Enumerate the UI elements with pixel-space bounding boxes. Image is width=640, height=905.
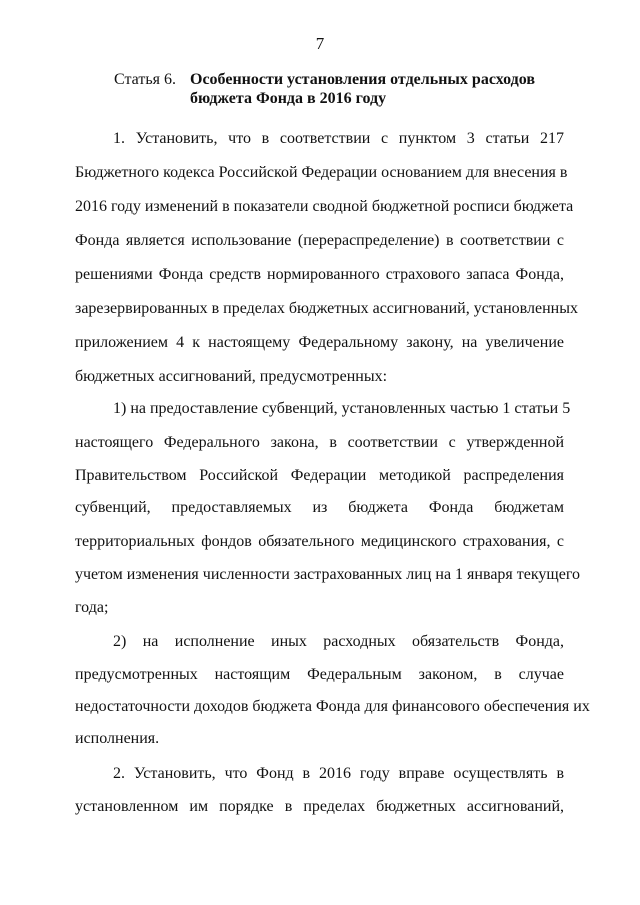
- text-line: приложением 4 к настоящему Федеральному закону, на увеличение: [75, 334, 564, 351]
- text-line: Правительством Российской Федерации методикой распределения: [75, 467, 564, 484]
- text-line: 2) на исполнение иных расходных обязательств Фонда,: [113, 633, 564, 650]
- page-number: 7: [315, 34, 325, 53]
- text-line: бюджетных ассигнований, предусмотренных:: [75, 368, 388, 385]
- text-line: зарезервированных в пределах бюджетных ассигнований, установленных: [75, 300, 578, 317]
- text-line: исполнения.: [75, 730, 160, 747]
- text-line: недостаточности доходов бюджета Фонда для финансового обеспечения их: [75, 698, 590, 715]
- article-title: [190, 70, 580, 108]
- text-line: установленном им порядке в пределах бюджетных ассигнований,: [75, 798, 564, 815]
- text-line: 1. Установить, что в соответствии с пунктом 3 статьи 217: [113, 130, 564, 147]
- text-line: настоящего Федерального закона, в соответствии с утвержденной: [75, 434, 564, 451]
- text-line: Бюджетного кодекса Российской Федерации основанием для внесения в: [75, 164, 568, 181]
- text-line: решениями Фонда средств нормированного страхового запаса Фонда,: [75, 266, 564, 283]
- text-line: территориальных фондов обязательного медицинского страхования, с: [75, 533, 564, 550]
- text-line: 1) на предоставление субвенций, установленных частью 1 статьи 5: [113, 400, 571, 417]
- article-title-line-1: Особенности установления отдельных расходов: [190, 71, 535, 88]
- text-line: года;: [75, 599, 109, 616]
- text-line: учетом изменения численности застрахованных лиц на 1 января текущего: [75, 566, 581, 583]
- text-line: 2. Установить, что Фонд в 2016 году вправе осуществлять в: [113, 765, 564, 782]
- article-title-line-2: бюджета Фонда в 2016 году: [190, 90, 387, 107]
- text-line: Фонда является использование (перераспределение) в соответствии с: [75, 232, 564, 249]
- article-label: Статья 6.: [114, 71, 176, 88]
- text-line: субвенций, предоставляемых из бюджета Фонда бюджетам: [75, 499, 564, 516]
- text-line: 2016 году изменений в показатели сводной бюджетной росписи бюджета: [75, 198, 574, 215]
- text-line: предусмотренных настоящим Федеральным законом, в случае: [75, 666, 564, 683]
